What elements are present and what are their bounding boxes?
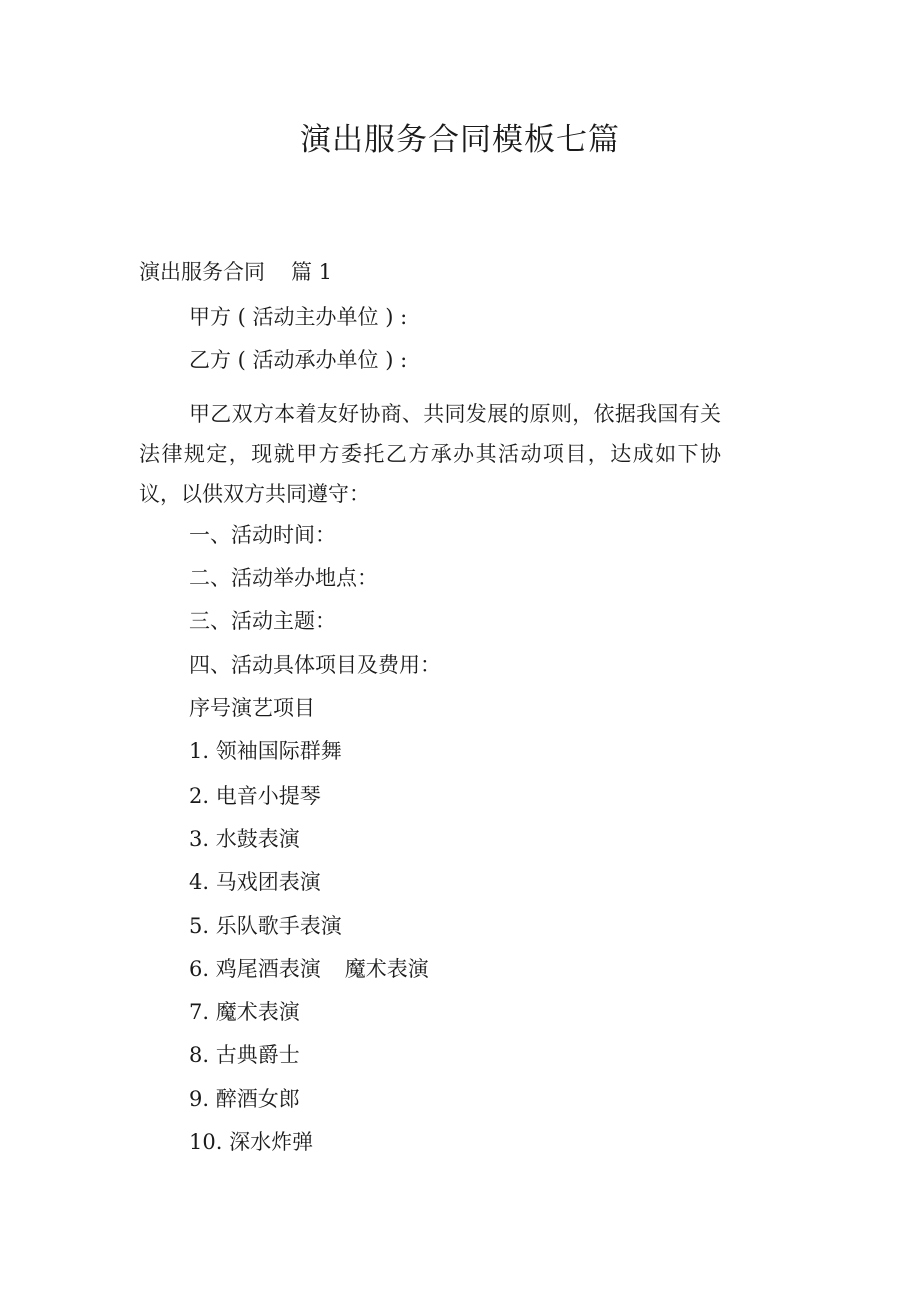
list-item-6 bbox=[189, 952, 429, 986]
table-header: 序号演艺项目 bbox=[189, 696, 315, 720]
list-item: 7. 魔术表演 bbox=[189, 1000, 300, 1024]
preamble-paragraph: 甲乙双方本着友好协商、共同发展的原则，依据我国有关法律规定，现就甲方委托乙方承办其活动项目，达成如下协议，以供双方共同遵守： bbox=[139, 402, 721, 506]
party-a-line: 甲方 ( 活动主办单位 ) : bbox=[189, 305, 408, 329]
list-item: 8. 古典爵士 bbox=[189, 1043, 300, 1067]
clause-1: 一、活动时间： bbox=[189, 523, 336, 547]
list-item: 9. 醉酒女郎 bbox=[189, 1087, 300, 1111]
list-item: 4. 马戏团表演 bbox=[189, 870, 321, 894]
list-item-6-text: 6. 鸡尾酒表演 bbox=[189, 957, 321, 981]
section-heading bbox=[139, 255, 332, 289]
list-item: 2. 电音小提琴 bbox=[189, 784, 321, 808]
clause-2: 二、活动举办地点： bbox=[189, 566, 378, 590]
list-item: 5. 乐队歌手表演 bbox=[189, 914, 342, 938]
section-number: 篇 1 bbox=[291, 260, 333, 284]
document-title: 演出服务合同模板七篇 bbox=[300, 122, 620, 158]
list-item: 10. 深水炸弹 bbox=[189, 1130, 314, 1154]
section-heading-text: 演出服务合同 bbox=[139, 260, 265, 284]
clause-3: 三、活动主题： bbox=[189, 609, 336, 633]
list-item: 3. 水鼓表演 bbox=[189, 827, 300, 851]
list-item: 1. 领袖国际群舞 bbox=[189, 739, 342, 763]
list-item-6-extra: 魔术表演 bbox=[344, 957, 429, 981]
party-b-line: 乙方 ( 活动承办单位 ) : bbox=[189, 348, 408, 372]
clause-4: 四、活动具体项目及费用： bbox=[189, 653, 441, 677]
